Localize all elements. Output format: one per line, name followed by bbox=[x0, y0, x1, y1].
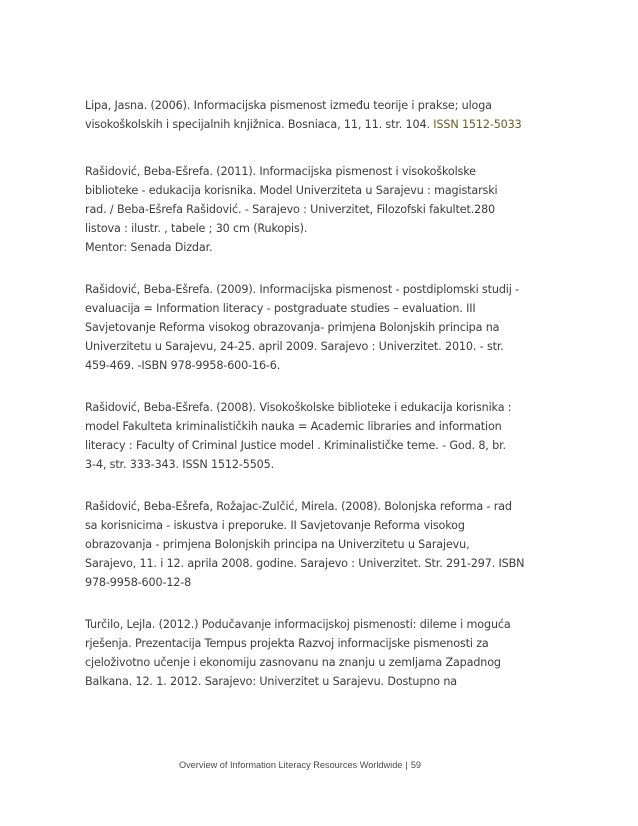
issn-link[interactable]: ISSN 1512-5033 bbox=[433, 118, 522, 131]
entry-line: Sarajevo, 11. i 12. aprila 2008. godine. Sarajevo : Univerzitet. Str. 291-297. ISBN bbox=[85, 557, 525, 570]
entry-line: model Fakulteta kriminalističkih nauka = Academic libraries and information bbox=[85, 420, 502, 433]
entry-line: Rašidović, Beba-Ešrefa, Rožajac-Zulčić, Mirela. (2008). Bolonjska reforma - rad bbox=[85, 500, 512, 513]
bibliography-entry-lipa-2006 bbox=[85, 96, 525, 134]
entry-line: cjeloživotno učenje i ekonomiju zasnovanu na znanju u zemljama Zapadnog bbox=[85, 656, 501, 669]
entry-line: literacy : Faculty of Criminal Justice model . Kriminalističke teme. - God. 8, br. bbox=[85, 439, 506, 452]
entry-line: Rašidović, Beba-Ešrefa. (2011). Informacijska pismenost i visokoškolske bbox=[85, 165, 476, 178]
entry-line: sa korisnicima - iskustva i preporuke. II Savjetovanje Reforma visokog bbox=[85, 519, 465, 532]
bibliography-entry-rasidovic-rozajac-2008 bbox=[85, 497, 525, 592]
footer-title: Overview of Information Literacy Resources Worldwide bbox=[178, 760, 403, 770]
entry-line bbox=[85, 115, 525, 134]
bibliography-entry-rasidovic-2008a bbox=[85, 398, 525, 474]
entry-line: listova : ilustr. , tabele ; 30 cm (Rukopis). bbox=[85, 222, 308, 235]
entry-line: Rašidović, Beba-Ešrefa. (2008). Visokoškolske biblioteke i edukacija korisnika : bbox=[85, 401, 512, 414]
entry-line: Balkana. 12. 1. 2012. Sarajevo: Univerzitet u Sarajevu. Dostupno na bbox=[85, 675, 458, 688]
entry-line: 978-9958-600-12-8 bbox=[85, 576, 192, 589]
entry-line: Mentor: Senada Dizdar. bbox=[85, 241, 213, 254]
page-number: 59 bbox=[410, 760, 422, 770]
entry-line: biblioteke - edukacija korisnika. Model Univerziteta u Sarajevu : magistarski bbox=[85, 184, 498, 197]
page-footer bbox=[0, 760, 600, 770]
entry-line: obrazovanja - primjena Bolonjskih principa na Univerzitetu u Sarajevu, bbox=[85, 538, 470, 551]
entry-line: rješenja. Prezentacija Tempus projekta Razvoj informacijske pismenosti za bbox=[85, 637, 489, 650]
entry-line: 459-469. -ISBN 978-9958-600-16-6. bbox=[85, 359, 281, 372]
bibliography-entry-turcilo-2012 bbox=[85, 615, 525, 691]
footer-separator: | bbox=[405, 760, 408, 770]
bibliography-entry-rasidovic-2009 bbox=[85, 280, 525, 375]
entry-line: Savjetovanje Reforma visokog obrazovanja- primjena Bolonjskih principa na bbox=[85, 321, 500, 334]
entry-line: evaluacija = Information literacy - postgraduate studies – evaluation. III bbox=[85, 302, 476, 315]
entry-line: Univerzitetu u Sarajevu, 24-25. april 2009. Sarajevo : Univerzitet. 2010. - str. bbox=[85, 340, 504, 353]
entry-line-text: visokoškolskih i specijalnih knjižnica. Bosniaca, 11, 11. str. 104. bbox=[85, 118, 430, 131]
entry-line: 3-4, str. 333-343. ISSN 1512-5505. bbox=[85, 458, 275, 471]
entry-line: rad. / Beba-Ešrefa Rašidović. - Sarajevo : Univerzitet, Filozofski fakultet.280 bbox=[85, 203, 496, 216]
bibliography-entry-rasidovic-2011 bbox=[85, 162, 525, 257]
entry-line: Turčilo, Lejla. (2012.) Podučavanje informacijskoj pismenosti: dileme i moguća bbox=[85, 618, 511, 631]
entry-line: Lipa, Jasna. (2006). Informacijska pismenost između teorije i prakse; uloga bbox=[85, 99, 492, 112]
entry-line: Rašidović, Beba-Ešrefa. (2009). Informacijska pismenost - postdiplomski studij - bbox=[85, 283, 520, 296]
